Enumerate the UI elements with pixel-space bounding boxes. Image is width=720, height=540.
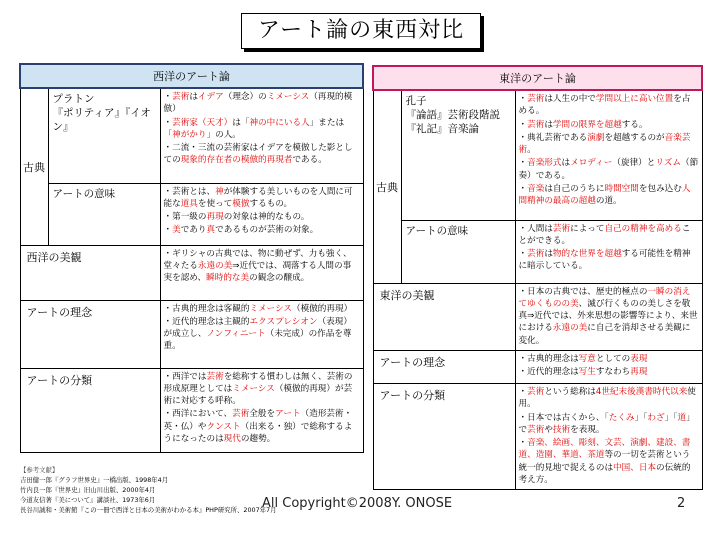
description-line: ・音楽、絵画、彫刻、文芸、演劇、建設、書道、造園、華道、茶道等の一切を芸術という統一的見地で捉えるのは中国、日本の伝統的考え方。 bbox=[518, 438, 691, 486]
description-line: ・古典的理念は写意としての表現 bbox=[518, 353, 648, 364]
page-number: 2 bbox=[677, 496, 686, 511]
west-header: 西洋のアート論 bbox=[20, 64, 363, 88]
east-classical-label: 古典 bbox=[373, 90, 401, 283]
east-aesthetic-label: 東洋の美観 bbox=[373, 283, 515, 350]
west-class-desc bbox=[160, 368, 363, 452]
west-plato-desc bbox=[160, 88, 363, 183]
west-meaning-desc bbox=[160, 183, 363, 245]
west-class-label: アートの分類 bbox=[20, 368, 160, 452]
description-line: ・日本の古典では、歴史的極点の一瞬の消えてゆくものの美、滅び行くものの美しさを敬真⇒近代では、外来思想の影響等により、来世における永遠の美に自己を消却させる美観に変化。 bbox=[518, 286, 698, 346]
reference-item: 今道友信著『美について』講談社、1973年6月 bbox=[20, 496, 156, 504]
east-idea-label: アートの理念 bbox=[373, 350, 515, 383]
description-line: ・近代的理念は写生すなわち再現 bbox=[518, 367, 648, 378]
east-header: 東洋のアート論 bbox=[373, 66, 702, 90]
description-line: ・西洋において、芸術全般をアート（造形芸術・英・仏）やクンスト（出来る・独）で総称するようになったのは現代の趨勢。 bbox=[163, 409, 353, 444]
description-line: ・第一級の再現の対象は神的なもの。 bbox=[163, 212, 310, 223]
east-class-desc bbox=[515, 383, 702, 489]
description-line: ・音楽は自己のうちに時間空間を包み込む人間精神の最高の超越の道。 bbox=[518, 184, 691, 207]
east-table bbox=[372, 65, 703, 490]
east-idea-desc bbox=[515, 350, 702, 383]
reference-item: 吉田健一郎『グラフ世界史』一橋出版、1998年4月 bbox=[20, 476, 169, 484]
east-confucius-desc bbox=[515, 90, 702, 220]
description-line: ・西洋では芸術を総称する慣わしは無く、芸術の形成原理としてはミメーシス（模倣的再現）が芸術に対応する呼称。 bbox=[163, 371, 353, 407]
west-classical-label: 古典 bbox=[20, 88, 48, 245]
description-line: ・ギリシャの古典では、物に動ぜず、力も強く、堂々たる永遠の美⇒近代では、凋落する人間の事実を認め、瞬時的な美の観念の醸成。 bbox=[163, 248, 352, 284]
description-line: ・音楽形式はメロディー（旋律）とリズム（節奏）である。 bbox=[518, 158, 699, 181]
west-meaning-label: アートの意味 bbox=[48, 183, 160, 245]
west-aesthetic-label: 西洋の美観 bbox=[20, 245, 160, 300]
east-meaning-label: アートの意味 bbox=[401, 220, 515, 283]
reference-heading: 【参考文献】 bbox=[20, 466, 59, 474]
reference-item: 竹内良一郎『世界史』旧山川出版、2000年4月 bbox=[20, 486, 156, 494]
description-line: ・近代的理念は主観的エクスプレシオン（表現）が成立し、ノンフィニート（未完成）の作品を尊重。 bbox=[163, 316, 352, 352]
references bbox=[20, 465, 277, 515]
description-line: ・芸術は人生の中で学問以上に高い位置を占める。 bbox=[518, 94, 691, 117]
west-aesthetic-desc bbox=[160, 245, 363, 300]
west-idea-desc bbox=[160, 300, 363, 368]
reference-item: 長谷川誠和・美術館『この一冊で西洋と日本の美術がわかる本』PHP研究所、2007年7月 bbox=[20, 506, 277, 514]
west-plato-label: プラトン 『ポリティア』『イオン』 bbox=[48, 88, 160, 183]
east-confucius-label: 孔子 『論語』芸術段階説 『礼記』音楽論 bbox=[401, 90, 515, 220]
description-line: ・二流・三流の芸術家はイデアを模倣した影としての現象的存在者の模倣的再現者である。 bbox=[163, 143, 353, 166]
description-line: ・芸術は学問の限界を超越する。 bbox=[518, 119, 648, 130]
page-title: アート論の東西対比 bbox=[241, 13, 481, 49]
west-table bbox=[19, 63, 364, 453]
description-line: ・芸術はイデア（理念）のミメーシス（再現的模倣） bbox=[163, 92, 353, 115]
east-meaning-desc bbox=[515, 220, 702, 283]
description-line: ・芸術は物的な世界を超越する可能性を精神に暗示している。 bbox=[518, 249, 691, 272]
description-line: ・芸術という総称は4世紀末後漢書時代以来使用。 bbox=[518, 386, 696, 410]
east-aesthetic-desc bbox=[515, 283, 702, 350]
east-class-label: アートの分類 bbox=[373, 383, 515, 489]
description-line: ・芸術とは、神が体験する美しいものを人間に可能な道具を使って模倣するもの。 bbox=[163, 186, 353, 209]
description-line: ・典礼芸術である演劇を超越するのが音楽芸術。 bbox=[518, 132, 691, 156]
description-line: ・人間は芸術によって自己の精神を高めることができる。 bbox=[518, 223, 691, 246]
description-line: ・古典的理念は客観的ミメーシス（模倣的再現） bbox=[163, 303, 353, 314]
description-line: ・日本では古くから、「たくみ」「わざ」「道」で芸術や技術を表現。 bbox=[518, 412, 695, 435]
copyright-footer: All Copyright©2008Y. ONOSE bbox=[262, 496, 453, 511]
description-line: ・芸術家（天才）は「神の中にいる人」または「神がかり」の人。 bbox=[163, 117, 345, 140]
west-idea-label: アートの理念 bbox=[20, 300, 160, 368]
description-line: ・美であり真であるものが芸術の対象。 bbox=[163, 225, 319, 236]
